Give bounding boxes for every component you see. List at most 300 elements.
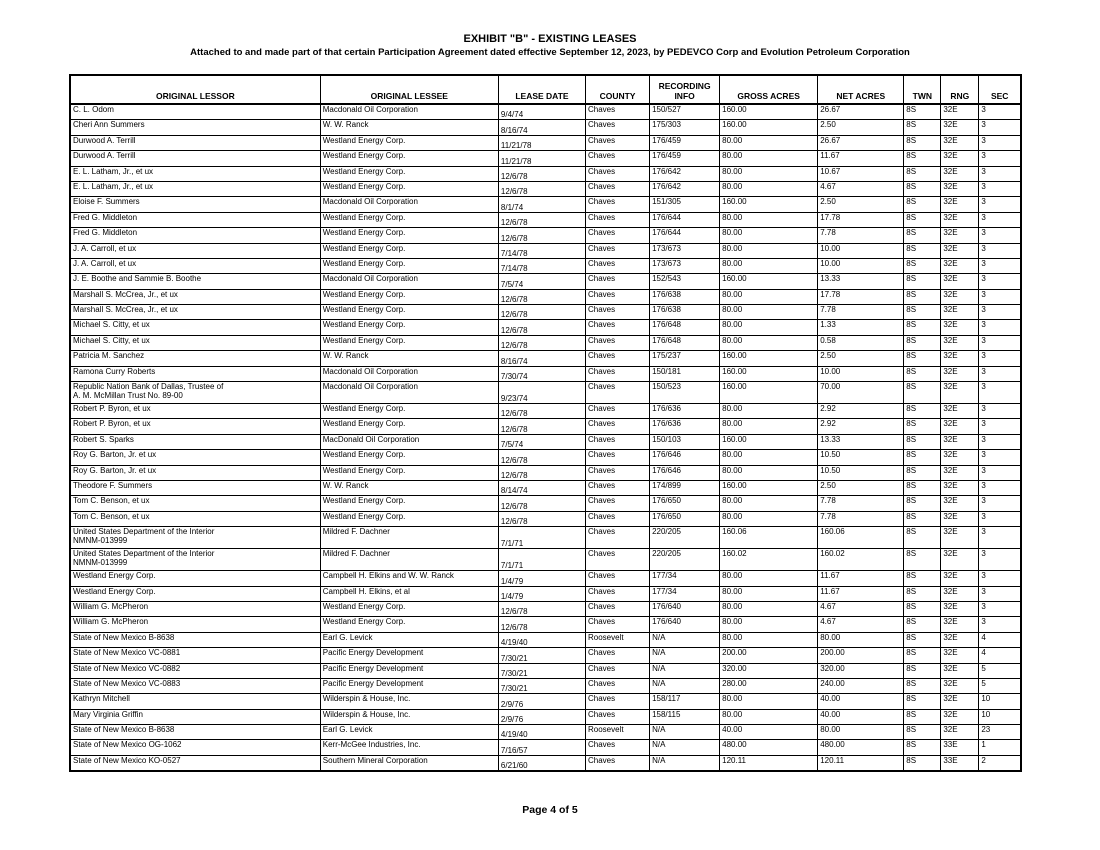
cell-net-acres: 2.92 — [818, 419, 904, 434]
cell-net-acres: 2.50 — [818, 480, 904, 495]
cell-lease-date: 7/30/21 — [498, 663, 585, 678]
cell-gross-acres: 80.00 — [720, 450, 818, 465]
cell-rng: 32E — [941, 419, 979, 434]
table-row — [70, 586, 1021, 601]
cell-gross-acres: 80.00 — [720, 511, 818, 526]
cell-net-acres: 26.67 — [818, 135, 904, 150]
table-row — [70, 601, 1021, 616]
cell-original-lessee: Westland Energy Corp. — [320, 243, 498, 258]
cell-recording-info: N/A — [650, 725, 720, 740]
cell-lease-date: 12/6/78 — [498, 166, 585, 181]
cell-rng: 32E — [941, 305, 979, 320]
cell-gross-acres: 160.00 — [720, 197, 818, 212]
cell-net-acres: 7.78 — [818, 496, 904, 511]
cell-sec: 5 — [979, 663, 1021, 678]
cell-rng: 32E — [941, 335, 979, 350]
table-row — [70, 511, 1021, 526]
cell-county: Chaves — [586, 320, 650, 335]
cell-county: Chaves — [586, 366, 650, 381]
cell-county: Chaves — [586, 450, 650, 465]
cell-net-acres: 10.67 — [818, 166, 904, 181]
cell-county: Chaves — [586, 243, 650, 258]
cell-original-lessor: William G. McPheron — [70, 617, 320, 632]
cell-recording-info: 158/117 — [650, 694, 720, 709]
cell-twn: 8S — [904, 709, 941, 724]
cell-lease-date: 11/21/78 — [498, 151, 585, 166]
cell-recording-info: 152/543 — [650, 274, 720, 289]
cell-lease-date: 12/6/78 — [498, 212, 585, 227]
cell-original-lessee: Westland Energy Corp. — [320, 335, 498, 350]
cell-twn: 8S — [904, 480, 941, 495]
cell-rng: 32E — [941, 274, 979, 289]
cell-lease-date: 7/1/71 — [498, 527, 585, 549]
cell-gross-acres: 160.00 — [720, 434, 818, 449]
exhibit-title: EXHIBIT "B" - EXISTING LEASES — [463, 33, 637, 45]
cell-original-lessor: Westland Energy Corp. — [70, 571, 320, 586]
cell-original-lessee: Kerr-McGee Industries, Inc. — [320, 740, 498, 755]
table-row — [70, 571, 1021, 586]
cell-original-lessor: Tom C. Benson, et ux — [70, 511, 320, 526]
cell-county: Chaves — [586, 335, 650, 350]
cell-rng: 32E — [941, 496, 979, 511]
cell-twn: 8S — [904, 289, 941, 304]
cell-original-lessor: Patricia M. Sanchez — [70, 351, 320, 366]
cell-net-acres: 11.67 — [818, 571, 904, 586]
cell-recording-info: 150/527 — [650, 104, 720, 120]
table-row — [70, 709, 1021, 724]
cell-sec: 3 — [979, 351, 1021, 366]
cell-recording-info: 151/305 — [650, 197, 720, 212]
cell-lease-date: 7/14/78 — [498, 258, 585, 273]
cell-net-acres: 13.33 — [818, 434, 904, 449]
cell-sec: 3 — [979, 197, 1021, 212]
cell-rng: 32E — [941, 120, 979, 135]
cell-gross-acres: 80.00 — [720, 465, 818, 480]
cell-rng: 32E — [941, 709, 979, 724]
cell-twn: 8S — [904, 135, 941, 150]
cell-county: Chaves — [586, 465, 650, 480]
cell-lease-date: 7/5/74 — [498, 274, 585, 289]
cell-original-lessor: E. L. Latham, Jr., et ux — [70, 166, 320, 181]
cell-sec: 4 — [979, 632, 1021, 647]
lessor-line-1: Republic Nation Bank of Dallas, Trustee of — [73, 382, 224, 392]
cell-net-acres: 4.67 — [818, 601, 904, 616]
cell-rng: 32E — [941, 663, 979, 678]
cell-original-lessee: W. W. Ranck — [320, 480, 498, 495]
cell-rng: 32E — [941, 258, 979, 273]
cell-net-acres: 4.67 — [818, 181, 904, 196]
cell-gross-acres: 80.00 — [720, 601, 818, 616]
cell-net-acres: 120.11 — [818, 755, 904, 771]
cell-county: Chaves — [586, 511, 650, 526]
cell-lease-date: 8/14/74 — [498, 480, 585, 495]
table-row — [70, 197, 1021, 212]
cell-net-acres: 4.67 — [818, 617, 904, 632]
cell-sec: 3 — [979, 151, 1021, 166]
cell-rng: 32E — [941, 694, 979, 709]
cell-sec: 3 — [979, 450, 1021, 465]
cell-county: Chaves — [586, 151, 650, 166]
cell-rng: 32E — [941, 434, 979, 449]
cell-county: Chaves — [586, 434, 650, 449]
cell-rng: 32E — [941, 104, 979, 120]
cell-net-acres: 2.50 — [818, 197, 904, 212]
cell-gross-acres: 80.00 — [720, 586, 818, 601]
cell-sec: 23 — [979, 725, 1021, 740]
cell-recording-info: 176/646 — [650, 450, 720, 465]
cell-sec: 3 — [979, 496, 1021, 511]
cell-county: Chaves — [586, 181, 650, 196]
cell-original-lessee: Westland Energy Corp. — [320, 601, 498, 616]
table-row — [70, 351, 1021, 366]
cell-lease-date: 12/6/78 — [498, 496, 585, 511]
cell-original-lessor: Roy G. Barton, Jr. et ux — [70, 465, 320, 480]
cell-twn: 8S — [904, 243, 941, 258]
cell-sec: 3 — [979, 617, 1021, 632]
cell-net-acres: 1.33 — [818, 320, 904, 335]
cell-sec: 10 — [979, 694, 1021, 709]
table-row — [70, 755, 1021, 771]
cell-original-lessee: Westland Energy Corp. — [320, 617, 498, 632]
cell-county: Roosevelt — [586, 725, 650, 740]
cell-original-lessor: State of New Mexico VC-0882 — [70, 663, 320, 678]
cell-county: Chaves — [586, 212, 650, 227]
cell-sec: 3 — [979, 289, 1021, 304]
cell-original-lessor: C. L. Odom — [70, 104, 320, 120]
cell-twn: 8S — [904, 104, 941, 120]
cell-original-lessor: Mary Virginia Griffin — [70, 709, 320, 724]
cell-rng: 32E — [941, 511, 979, 526]
cell-county: Chaves — [586, 663, 650, 678]
cell-original-lessee: Mildred F. Dachner — [320, 549, 498, 571]
table-row — [70, 419, 1021, 434]
cell-original-lessee: Westland Energy Corp. — [320, 305, 498, 320]
cell-original-lessor: William G. McPheron — [70, 601, 320, 616]
cell-original-lessor: Robert P. Byron, et ux — [70, 404, 320, 419]
cell-original-lessee: Macdonald Oil Corporation — [320, 197, 498, 212]
cell-gross-acres: 160.00 — [720, 274, 818, 289]
cell-sec: 3 — [979, 258, 1021, 273]
exhibit-subtitle: Attached to and made part of that certain Participation Agreement dated effective September 12, 2023, by PEDEVCO Corp and Evolution Petroleum Corporation — [190, 47, 910, 58]
cell-gross-acres: 80.00 — [720, 228, 818, 243]
cell-original-lessee: Westland Energy Corp. — [320, 289, 498, 304]
cell-rng: 33E — [941, 755, 979, 771]
cell-rng: 32E — [941, 678, 979, 693]
cell-net-acres: 10.50 — [818, 450, 904, 465]
table-row — [70, 549, 1021, 571]
cell-sec: 3 — [979, 601, 1021, 616]
cell-county: Chaves — [586, 496, 650, 511]
cell-lease-date: 12/6/78 — [498, 617, 585, 632]
cell-recording-info: 176/644 — [650, 212, 720, 227]
cell-original-lessee: Macdonald Oil Corporation — [320, 366, 498, 381]
cell-original-lessee: Macdonald Oil Corporation — [320, 382, 498, 404]
col-header-county: COUNTY — [586, 75, 650, 104]
cell-rng: 32E — [941, 351, 979, 366]
cell-net-acres: 26.67 — [818, 104, 904, 120]
cell-lease-date: 12/6/78 — [498, 320, 585, 335]
cell-recording-info: 220/205 — [650, 527, 720, 549]
cell-original-lessee: W. W. Ranck — [320, 351, 498, 366]
cell-twn: 8S — [904, 586, 941, 601]
cell-original-lessee: Pacific Energy Development — [320, 663, 498, 678]
cell-twn: 8S — [904, 571, 941, 586]
table-row — [70, 725, 1021, 740]
cell-gross-acres: 80.00 — [720, 419, 818, 434]
cell-sec: 3 — [979, 511, 1021, 526]
cell-county: Chaves — [586, 549, 650, 571]
cell-lease-date: 7/5/74 — [498, 434, 585, 449]
cell-county: Chaves — [586, 709, 650, 724]
cell-rng: 32E — [941, 480, 979, 495]
col-header-recording-info: RECORDING INFO — [650, 75, 720, 104]
lessor-line-2: NMNM-013999 — [73, 558, 128, 568]
table-row — [70, 305, 1021, 320]
cell-original-lessee: Wilderspin & House, Inc. — [320, 709, 498, 724]
table-row — [70, 335, 1021, 350]
cell-original-lessee: Westland Energy Corp. — [320, 496, 498, 511]
cell-recording-info: 150/181 — [650, 366, 720, 381]
col-header-original-lessor: ORIGINAL LESSOR — [70, 75, 320, 104]
cell-twn: 8S — [904, 197, 941, 212]
cell-net-acres: 7.78 — [818, 228, 904, 243]
cell-recording-info: 176/459 — [650, 135, 720, 150]
cell-lease-date: 8/16/74 — [498, 120, 585, 135]
cell-sec: 3 — [979, 586, 1021, 601]
cell-gross-acres: 480.00 — [720, 740, 818, 755]
cell-sec: 2 — [979, 755, 1021, 771]
cell-lease-date: 7/14/78 — [498, 243, 585, 258]
cell-twn: 8S — [904, 549, 941, 571]
cell-recording-info: 176/650 — [650, 496, 720, 511]
cell-sec: 3 — [979, 212, 1021, 227]
table-row — [70, 104, 1021, 120]
cell-net-acres: 320.00 — [818, 663, 904, 678]
cell-twn: 8S — [904, 648, 941, 663]
cell-gross-acres: 80.00 — [720, 709, 818, 724]
cell-original-lessor: Cheri Ann Summers — [70, 120, 320, 135]
cell-lease-date: 1/4/79 — [498, 571, 585, 586]
cell-gross-acres: 160.02 — [720, 549, 818, 571]
cell-original-lessee: Southern Mineral Corporation — [320, 755, 498, 771]
cell-gross-acres: 160.00 — [720, 104, 818, 120]
cell-lease-date: 7/30/21 — [498, 678, 585, 693]
table-row — [70, 678, 1021, 693]
cell-county: Chaves — [586, 382, 650, 404]
cell-county: Chaves — [586, 305, 650, 320]
cell-rng: 32E — [941, 571, 979, 586]
cell-original-lessor: J. E. Boothe and Sammie B. Boothe — [70, 274, 320, 289]
cell-twn: 8S — [904, 166, 941, 181]
cell-original-lessee: Westland Energy Corp. — [320, 320, 498, 335]
cell-gross-acres: 80.00 — [720, 289, 818, 304]
cell-county: Chaves — [586, 480, 650, 495]
cell-twn: 8S — [904, 511, 941, 526]
cell-county: Chaves — [586, 617, 650, 632]
col-header-net-acres: NET ACRES — [818, 75, 904, 104]
cell-gross-acres: 80.00 — [720, 151, 818, 166]
cell-rng: 32E — [941, 197, 979, 212]
cell-rng: 32E — [941, 382, 979, 404]
cell-gross-acres: 80.00 — [720, 166, 818, 181]
lessor-line-2: NMNM-013999 — [73, 536, 128, 546]
cell-twn: 8S — [904, 274, 941, 289]
cell-twn: 8S — [904, 450, 941, 465]
cell-lease-date: 9/23/74 — [498, 382, 585, 404]
cell-gross-acres: 280.00 — [720, 678, 818, 693]
cell-sec: 3 — [979, 274, 1021, 289]
cell-net-acres: 17.78 — [818, 212, 904, 227]
cell-recording-info: 176/459 — [650, 151, 720, 166]
cell-recording-info: 150/523 — [650, 382, 720, 404]
cell-recording-info: 176/636 — [650, 404, 720, 419]
cell-original-lessee: Westland Energy Corp. — [320, 465, 498, 480]
cell-original-lessee: Westland Energy Corp. — [320, 450, 498, 465]
cell-twn: 8S — [904, 496, 941, 511]
cell-rng: 32E — [941, 404, 979, 419]
cell-net-acres: 200.00 — [818, 648, 904, 663]
cell-county: Chaves — [586, 120, 650, 135]
cell-net-acres: 40.00 — [818, 709, 904, 724]
lessor-line-1: United States Department of the Interior — [73, 527, 215, 537]
lessor-line-1: United States Department of the Interior — [73, 549, 215, 559]
cell-sec: 3 — [979, 104, 1021, 120]
cell-original-lessee: Westland Energy Corp. — [320, 258, 498, 273]
cell-lease-date: 6/21/60 — [498, 755, 585, 771]
cell-gross-acres: 120.11 — [720, 755, 818, 771]
cell-lease-date: 7/16/57 — [498, 740, 585, 755]
cell-county: Chaves — [586, 648, 650, 663]
cell-county: Chaves — [586, 571, 650, 586]
cell-recording-info: 176/638 — [650, 305, 720, 320]
cell-rng: 32E — [941, 450, 979, 465]
cell-rng: 32E — [941, 166, 979, 181]
cell-net-acres: 17.78 — [818, 289, 904, 304]
table-row — [70, 496, 1021, 511]
cell-twn: 8S — [904, 305, 941, 320]
cell-sec: 3 — [979, 382, 1021, 404]
cell-recording-info: 176/650 — [650, 511, 720, 526]
cell-net-acres: 10.00 — [818, 258, 904, 273]
cell-original-lessor: Durwood A. Terrill — [70, 151, 320, 166]
cell-recording-info: 173/673 — [650, 243, 720, 258]
table-row — [70, 243, 1021, 258]
table-row — [70, 320, 1021, 335]
cell-original-lessee: Campbell H. Elkins, et al — [320, 586, 498, 601]
table-row — [70, 274, 1021, 289]
table-row — [70, 135, 1021, 150]
table-row — [70, 289, 1021, 304]
cell-twn: 8S — [904, 320, 941, 335]
table-row — [70, 120, 1021, 135]
cell-original-lessee: Westland Energy Corp. — [320, 511, 498, 526]
cell-lease-date: 12/6/78 — [498, 465, 585, 480]
cell-twn: 8S — [904, 404, 941, 419]
cell-gross-acres: 80.00 — [720, 305, 818, 320]
cell-county: Chaves — [586, 755, 650, 771]
cell-county: Chaves — [586, 527, 650, 549]
cell-lease-date: 9/4/74 — [498, 104, 585, 120]
cell-gross-acres: 80.00 — [720, 404, 818, 419]
cell-original-lessor: Tom C. Benson, et ux — [70, 496, 320, 511]
cell-original-lessee: W. W. Ranck — [320, 120, 498, 135]
cell-recording-info: 176/642 — [650, 166, 720, 181]
cell-rng: 32E — [941, 586, 979, 601]
cell-lease-date: 12/6/78 — [498, 601, 585, 616]
cell-lease-date: 2/9/76 — [498, 694, 585, 709]
cell-county: Chaves — [586, 274, 650, 289]
cell-rng: 32E — [941, 289, 979, 304]
cell-lease-date: 1/4/79 — [498, 586, 585, 601]
cell-twn: 8S — [904, 663, 941, 678]
table-body — [70, 104, 1021, 771]
cell-lease-date: 12/6/78 — [498, 305, 585, 320]
cell-original-lessor: Michael S. Citty, et ux — [70, 335, 320, 350]
table-row — [70, 366, 1021, 381]
cell-lease-date: 8/1/74 — [498, 197, 585, 212]
cell-recording-info: 176/648 — [650, 335, 720, 350]
table-row — [70, 212, 1021, 227]
cell-sec: 4 — [979, 648, 1021, 663]
cell-original-lessor: Michael S. Citty, et ux — [70, 320, 320, 335]
table-row — [70, 228, 1021, 243]
cell-rng: 32E — [941, 151, 979, 166]
table-row — [70, 617, 1021, 632]
table-row — [70, 632, 1021, 647]
cell-sec: 3 — [979, 120, 1021, 135]
cell-original-lessee: Mildred F. Dachner — [320, 527, 498, 549]
cell-original-lessor: Robert S. Sparks — [70, 434, 320, 449]
cell-original-lessee: Westland Energy Corp. — [320, 404, 498, 419]
cell-county: Chaves — [586, 740, 650, 755]
table-row — [70, 450, 1021, 465]
cell-net-acres: 11.67 — [818, 151, 904, 166]
table-row — [70, 694, 1021, 709]
cell-original-lessor: State of New Mexico KO-0527 — [70, 755, 320, 771]
col-header-twn: TWN — [904, 75, 941, 104]
cell-sec: 3 — [979, 166, 1021, 181]
cell-county: Chaves — [586, 228, 650, 243]
table-row — [70, 258, 1021, 273]
cell-sec: 3 — [979, 571, 1021, 586]
cell-original-lessee: Pacific Energy Development — [320, 678, 498, 693]
cell-original-lessor: State of New Mexico B-8638 — [70, 725, 320, 740]
cell-county: Chaves — [586, 404, 650, 419]
cell-net-acres: 160.06 — [818, 527, 904, 549]
cell-recording-info: 176/640 — [650, 601, 720, 616]
cell-twn: 8S — [904, 335, 941, 350]
cell-rng: 32E — [941, 320, 979, 335]
cell-recording-info: 176/644 — [650, 228, 720, 243]
cell-net-acres: 2.50 — [818, 351, 904, 366]
cell-net-acres: 7.78 — [818, 511, 904, 526]
cell-rng: 32E — [941, 725, 979, 740]
cell-sec: 3 — [979, 465, 1021, 480]
table-header-row — [70, 75, 1021, 104]
cell-twn: 8S — [904, 755, 941, 771]
cell-net-acres: 11.67 — [818, 586, 904, 601]
cell-original-lessor: State of New Mexico VC-0881 — [70, 648, 320, 663]
cell-rng: 32E — [941, 181, 979, 196]
cell-lease-date: 7/1/71 — [498, 549, 585, 571]
cell-rng: 32E — [941, 228, 979, 243]
cell-gross-acres: 80.00 — [720, 694, 818, 709]
cell-net-acres: 80.00 — [818, 725, 904, 740]
cell-twn: 8S — [904, 419, 941, 434]
cell-recording-info: 220/205 — [650, 549, 720, 571]
cell-net-acres: 240.00 — [818, 678, 904, 693]
cell-original-lessee: Westland Energy Corp. — [320, 212, 498, 227]
